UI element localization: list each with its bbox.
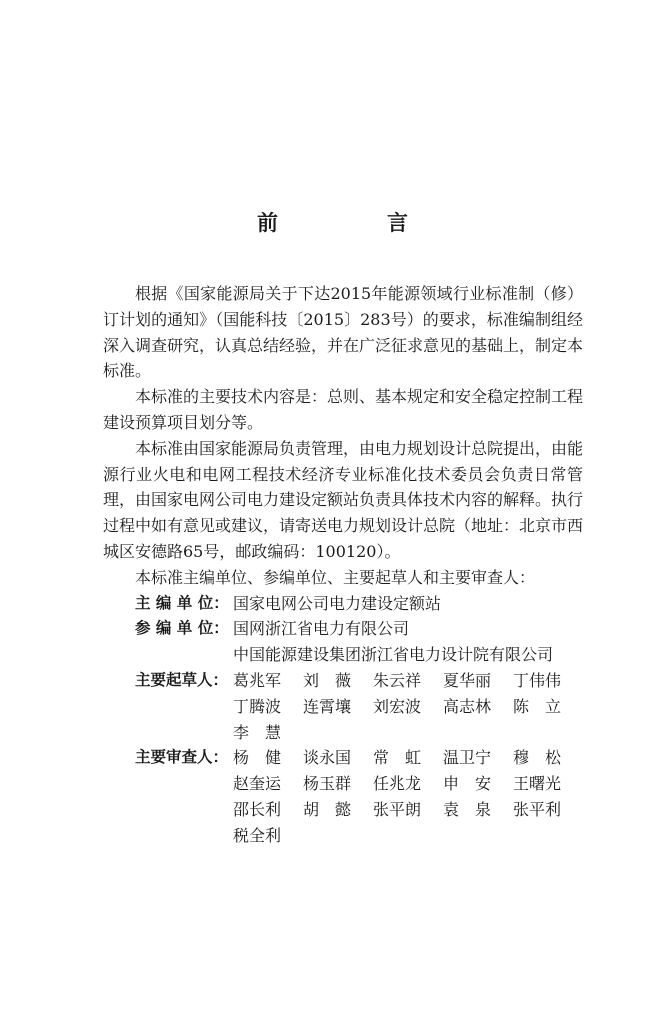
reviewer-name: 胡 懿 <box>303 799 352 819</box>
credits-list <box>103 591 583 849</box>
reviewer-name: 常 虹 <box>373 748 422 768</box>
reviewer-name: 赵奎运 <box>233 774 282 794</box>
drafter-name: 丁腾波 <box>233 696 282 716</box>
drafter-name: 朱云祥 <box>373 670 422 690</box>
preface-body <box>103 281 583 849</box>
reviewers-names <box>233 745 583 848</box>
participating-units-row <box>103 616 583 668</box>
chief-unit-label: 主 编 单 位： <box>135 593 229 612</box>
reviewer-name: 温卫宁 <box>443 748 492 768</box>
drafters-names <box>233 668 583 745</box>
drafter-name: 高志林 <box>443 696 492 716</box>
drafter-name: 丁伟伟 <box>513 670 562 690</box>
reviewer-name: 杨玉群 <box>303 774 352 794</box>
reviewers-label: 主要审查人： <box>135 748 229 767</box>
reviewer-name: 张平朗 <box>373 799 422 819</box>
paragraph-management: 本标准由国家能源局负责管理，由电力规划设计总院提出，由能源行业火电和电网工程技术经济专业标准化技术委员会负责日常管理，由国家电网公司电力建设定额站负责具体技术内容的解释。执行过程中如有意见或建议，请寄送电力规划设计总院（地址：北京市西城区安德路65号，邮政编码：100120）。 <box>103 438 584 561</box>
drafter-name: 连霄壤 <box>303 696 352 716</box>
drafters-row <box>103 668 583 745</box>
drafter-name: 刘 薇 <box>303 670 352 690</box>
page-title: 前 言 <box>257 211 452 235</box>
drafter-name: 陈 立 <box>513 696 562 716</box>
paragraph-content: 本标准的主要技术内容是：总则、基本规定和安全稳定控制工程建设预算项目划分等。 <box>103 387 584 432</box>
reviewer-name: 申 安 <box>443 774 492 794</box>
reviewer-name: 任兆龙 <box>373 774 422 794</box>
drafter-name: 夏华丽 <box>443 670 492 690</box>
reviewer-name: 谈永国 <box>303 748 352 768</box>
participating-units-values <box>233 616 583 668</box>
reviewer-name: 张平利 <box>513 799 562 819</box>
drafters-label: 主要起草人： <box>135 670 229 689</box>
drafter-name: 刘宏波 <box>373 696 422 716</box>
participating-unit-org: 中国能源建设集团浙江省电力设计院有限公司 <box>233 645 554 665</box>
participating-units-label: 参 编 单 位： <box>135 619 229 638</box>
reviewers-row <box>103 745 583 848</box>
participating-unit-org: 国网浙江省电力有限公司 <box>233 619 410 639</box>
chief-unit-values <box>233 591 583 617</box>
paragraph-units-intro: 本标准主编单位、参编单位、主要起草人和主要审查人： <box>135 567 536 587</box>
chief-unit-org: 国家电网公司电力建设定额站 <box>233 593 442 613</box>
drafter-name: 葛兆军 <box>233 670 282 690</box>
drafter-name: 李 慧 <box>233 722 282 742</box>
chief-unit-row <box>103 591 583 617</box>
reviewer-name: 王曙光 <box>513 774 562 794</box>
paragraph-basis: 根据《国家能源局关于下达2015年能源领域行业标准制（修）订计划的通知》（国能科技〔2015〕283号）的要求，标准编制组经深入调查研究，认真总结经验，并在广泛征求意见的基础上，制定本标准。 <box>103 284 584 381</box>
reviewer-name: 杨 健 <box>233 748 282 768</box>
reviewer-name: 邵长利 <box>233 799 282 819</box>
reviewer-name: 税全利 <box>233 825 282 845</box>
reviewer-name: 穆 松 <box>513 748 562 768</box>
reviewer-name: 袁 泉 <box>443 799 492 819</box>
